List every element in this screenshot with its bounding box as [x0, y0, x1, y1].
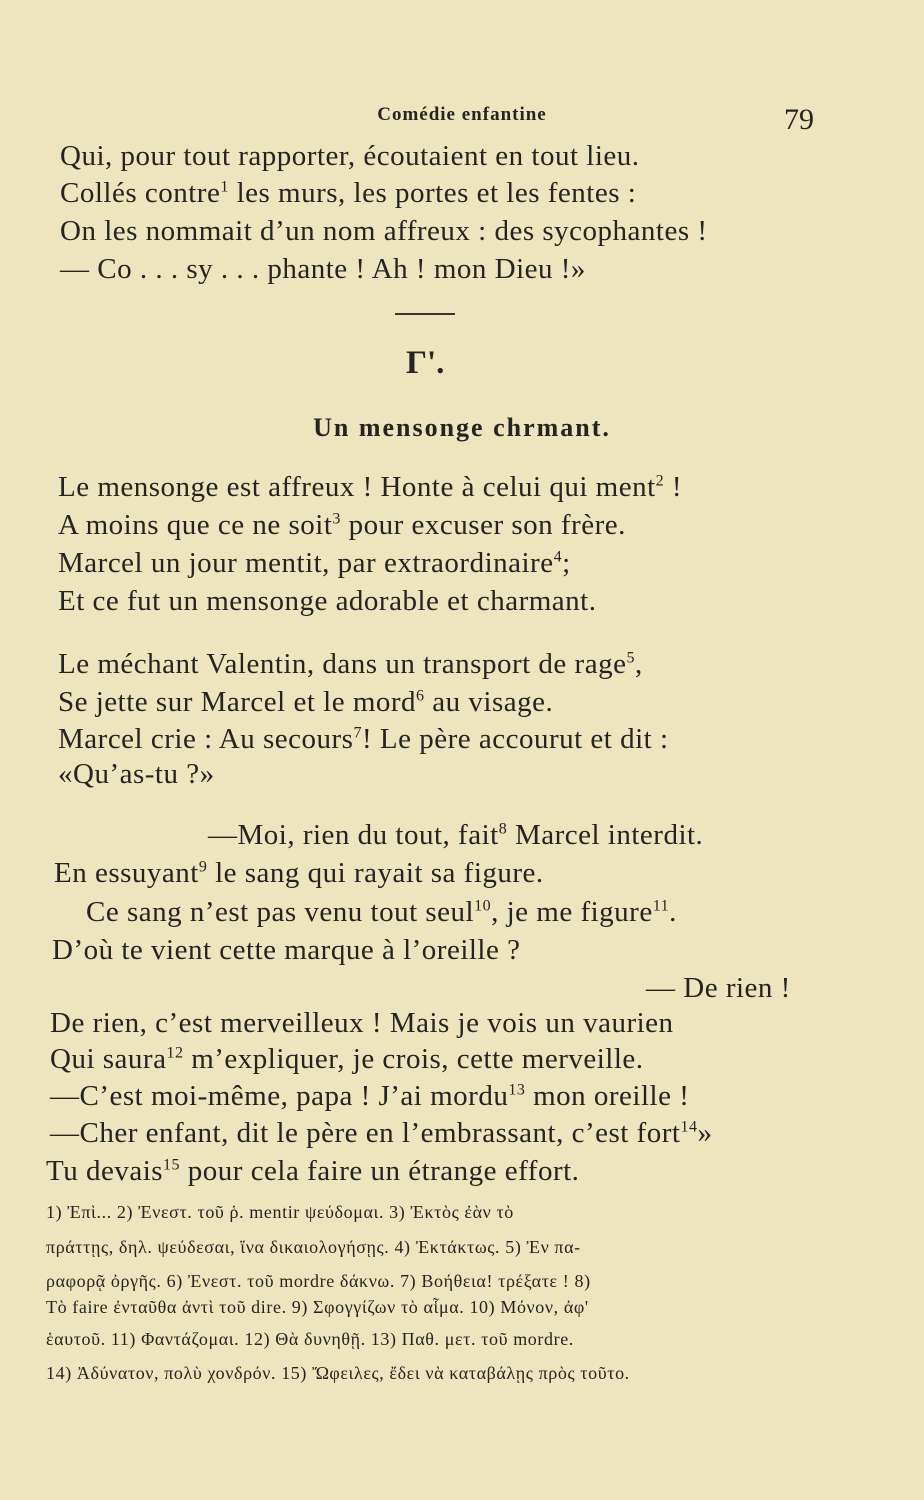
poem-line-12: D’où te vient cette marque à l’oreille ? [52, 934, 521, 966]
footnote-line-3: ραφορᾷ ὀργῆς. 6) Ἐνεστ. τοῦ mordre δάκνω. 7) Βοήθεια! τρέξατε ! 8) [46, 1271, 591, 1291]
footnote-line-1: 1) Ἐπὶ... 2) Ἐνεστ. τοῦ ῥ. mentir ψεύδομαι. 3) Ἐκτὸς ἐὰν τὸ [46, 1202, 514, 1222]
footnote-line-4: Τὸ faire ἐνταῦθα ἀντὶ τοῦ dire. 9) Σφογγίζων τὸ αἷμα. 10) Μόνον, ἀφ' [46, 1297, 589, 1317]
intro-line-2: Collés contre$^1$ les murs, les portes et les fentes : [60, 177, 637, 209]
poem-line-2: A moins que ce ne soit$^3$ pour excuser son frère. [58, 509, 626, 541]
poem-line-11: Ce sang n’est pas venu tout seul$^{10}$, je me figure$^{11}$. [86, 896, 677, 928]
poem-line-6: Se jette sur Marcel et le mord$^6$ au visage. [58, 686, 554, 718]
poem-line-4: Et ce fut un mensonge adorable et charmant. [58, 585, 597, 617]
footnote-line-5: ἑαυτοῦ. 11) Φαντάζομαι. 12) Θὰ δυνηθῇ. 13) Παθ. μετ. τοῦ mordre. [46, 1329, 574, 1349]
poem-line-3: Marcel un jour mentit, par extraordinaire$^4$; [58, 547, 571, 579]
poem-line-8: «Qu’as-tu ?» [58, 758, 215, 790]
poem-line-16: —C’est moi-même, papa ! J’ai mordu$^{13}$ mon oreille ! [50, 1080, 690, 1112]
footnote-line-2: πράττῃς, δηλ. ψεύδεσαι, ἵνα δικαιολογήσῃς. 4) Ἐκτάκτως. 5) Ἐν πα- [46, 1237, 581, 1257]
poem-line-5: Le méchant Valentin, dans un transport de rage$^5$, [58, 648, 643, 680]
footnote-line-6: 14) Ἀδύνατον, πολὺ χονδρόν. 15) Ὤφειλες, ἔδει νὰ καταβάλῃς πρὸς τοῦτο. [46, 1363, 630, 1383]
intro-line-4: — Co . . . sy . . . phante ! Ah ! mon Dieu !» [60, 253, 586, 285]
poem-line-14: De rien, c’est merveilleux ! Mais je vois un vaurien [50, 1007, 674, 1039]
running-header: Comédie enfantine [377, 104, 547, 125]
page-number: 79 [784, 103, 814, 136]
intro-line-1: Qui, pour tout rapporter, écoutaient en tout lieu. [60, 140, 640, 172]
poem-line-15: Qui saura$^{12}$ m’expliquer, je crois, cette merveille. [50, 1043, 644, 1075]
section-title: Un mensonge chrmant. [313, 413, 611, 442]
poem-line-9: —Moi, rien du tout, fait$^8$ Marcel interdit. [208, 819, 704, 851]
poem-line-7: Marcel crie : Au secours$^7$! Le père accourut et dit : [58, 723, 669, 755]
section-number: Γ'. [406, 345, 445, 381]
poem-line-17: —Cher enfant, dit le père en l’embrassant, c’est fort$^{14}$» [50, 1117, 713, 1149]
poem-line-18: Tu devais$^{15}$ pour cela faire un étrange effort. [46, 1155, 580, 1187]
poem-line-13: — De rien ! [646, 972, 791, 1004]
intro-line-3: On les nommait d’un nom affreux : des sycophantes ! [60, 215, 708, 247]
poem-line-1: Le mensonge est affreux ! Honte à celui qui ment$^2$ ! [58, 471, 683, 503]
poem-line-10: En essuyant$^9$ le sang qui rayait sa figure. [54, 857, 544, 889]
section-divider [395, 313, 455, 315]
